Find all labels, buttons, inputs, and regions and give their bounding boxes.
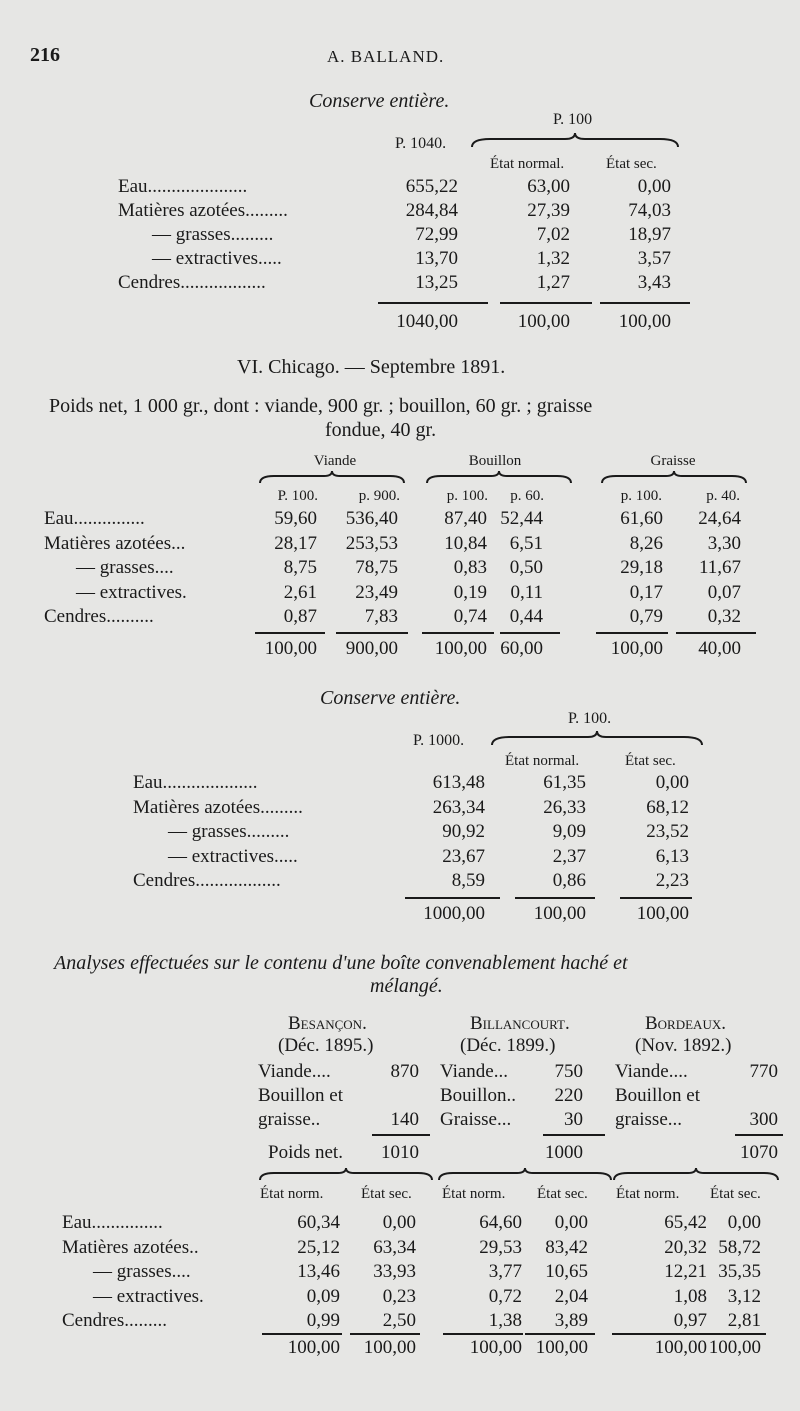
cell-value: 0,07 <box>707 582 741 603</box>
s1-brace <box>470 131 680 151</box>
s1-p100: P. 100 <box>553 111 593 128</box>
row-label: Eau..................... <box>118 176 248 197</box>
cell-value: 68,12 <box>646 797 689 818</box>
composition-label: Viande... <box>440 1061 508 1082</box>
subcol-header: État sec. <box>537 1186 588 1202</box>
cell-value: 6,51 <box>509 533 543 554</box>
cell-value: 28,17 <box>274 533 317 554</box>
cell-value: 3,30 <box>707 533 741 554</box>
s2-brace-viande <box>258 469 408 487</box>
cell-value: 3,43 <box>637 272 671 293</box>
cell-value: 65,42 <box>664 1212 707 1233</box>
subcol-header: État norm. <box>616 1186 680 1202</box>
s4-brace <box>612 1166 780 1184</box>
cell-value: 2,81 <box>727 1310 761 1331</box>
s2-group-bouillon: Bouillon <box>468 453 522 469</box>
total-rule <box>676 632 756 634</box>
cell-value: 0,97 <box>673 1310 707 1331</box>
s1-title: Conserve entière. <box>309 90 450 112</box>
row-label: Cendres.......... <box>44 606 154 627</box>
subcol-header: p. 100. <box>446 488 488 504</box>
cell-value: 0,86 <box>552 870 586 891</box>
s1-p1040: P. 1040. <box>395 135 447 152</box>
row-label: — grasses......... <box>152 224 274 245</box>
cell-value: 253,53 <box>345 533 398 554</box>
total-rule <box>708 1333 766 1335</box>
cell-value: 20,32 <box>664 1237 707 1258</box>
subcol-header: État norm. <box>442 1186 506 1202</box>
cell-value: 58,72 <box>718 1237 761 1258</box>
total-value: 100,00 <box>517 311 570 332</box>
s2-title-text: VI. Chicago. — Septembre 1891. <box>237 356 506 378</box>
composition-label: Bouillon et <box>615 1085 700 1106</box>
cell-value: 61,60 <box>620 508 663 529</box>
cell-value: 0,17 <box>629 582 663 603</box>
composition-value: 770 <box>749 1061 778 1082</box>
cell-value: 655,22 <box>405 176 458 197</box>
cell-value: 2,37 <box>552 846 586 867</box>
s1-col-normal: État normal. <box>490 156 565 172</box>
cell-value: 536,40 <box>345 508 398 529</box>
cell-value: 1,08 <box>673 1286 707 1307</box>
row-label: — extractives. <box>76 582 187 603</box>
cell-value: 74,03 <box>628 200 671 221</box>
total-value: 100,00 <box>469 1337 522 1358</box>
total-value: 60,00 <box>500 638 543 659</box>
s3-p100: P. 100. <box>568 710 612 727</box>
cell-value: 0,72 <box>488 1286 522 1307</box>
cell-value: 0,11 <box>510 582 543 603</box>
row-label: — grasses.... <box>76 557 174 578</box>
cell-value: 61,35 <box>543 772 586 793</box>
cell-value: 1,38 <box>488 1310 522 1331</box>
cell-value: 0,00 <box>382 1212 416 1233</box>
cell-value: 2,23 <box>655 870 689 891</box>
composition-value: 750 <box>554 1061 583 1082</box>
running-head: A. BALLAND. <box>327 47 445 66</box>
place-name: Besançon. <box>288 1013 367 1034</box>
cell-value: 613,48 <box>432 772 485 793</box>
poids-rule <box>372 1134 430 1136</box>
composition-value: 300 <box>749 1109 778 1130</box>
total-rule <box>500 302 592 304</box>
s2-group-graisse: Graisse <box>650 453 696 469</box>
row-label: Eau............... <box>44 508 145 529</box>
cell-value: 0,00 <box>637 176 671 197</box>
page-number: 216 <box>30 44 60 66</box>
cell-value: 2,50 <box>382 1310 416 1331</box>
total-rule <box>525 1333 595 1335</box>
row-label: Eau.................... <box>133 772 258 793</box>
s2-brace-bouillon <box>425 469 575 487</box>
s3-col-sec: État sec. <box>625 753 676 769</box>
row-label: Matières azotées......... <box>118 200 288 221</box>
cell-value: 284,84 <box>405 200 458 221</box>
cell-value: 0,87 <box>283 606 317 627</box>
composition-value: 30 <box>564 1109 583 1130</box>
total-rule <box>405 897 500 899</box>
cell-value: 23,49 <box>355 582 398 603</box>
subcol-header: État sec. <box>710 1186 761 1202</box>
cell-value: 0,00 <box>655 772 689 793</box>
total-rule <box>600 302 690 304</box>
cell-value: 0,83 <box>453 557 487 578</box>
composition-label: Graisse... <box>440 1109 512 1130</box>
place-date: (Déc. 1899.) <box>460 1035 556 1056</box>
cell-value: 72,99 <box>415 224 458 245</box>
total-rule <box>443 1333 523 1335</box>
row-label: Matières azotées... <box>44 533 186 554</box>
subcol-header: p. 900. <box>358 488 400 504</box>
cell-value: 52,44 <box>500 508 543 529</box>
s3-brace <box>490 729 705 749</box>
total-value: 100,00 <box>618 311 671 332</box>
poids-value: 1070 <box>740 1142 778 1163</box>
cell-value: 10,84 <box>444 533 487 554</box>
cell-value: 0,32 <box>707 606 741 627</box>
cell-value: 18,97 <box>628 224 671 245</box>
s2-intro-line1: Poids net, 1 000 gr., dont : viande, 900 gr. ; bouillon, 60 gr. ; graisse <box>49 395 593 417</box>
cell-value: 7,02 <box>536 224 570 245</box>
row-label: — extractives..... <box>152 248 282 269</box>
composition-label: Bouillon et <box>258 1085 343 1106</box>
total-rule <box>596 632 668 634</box>
total-rule <box>378 302 488 304</box>
row-label: — extractives..... <box>168 846 298 867</box>
cell-value: 8,75 <box>283 557 317 578</box>
cell-value: 3,12 <box>727 1286 761 1307</box>
total-value: 100,00 <box>264 638 317 659</box>
poids-rule <box>735 1134 783 1136</box>
s3-col-normal: État normal. <box>505 753 580 769</box>
cell-value: 23,52 <box>646 821 689 842</box>
row-label: Cendres.................. <box>118 272 266 293</box>
cell-value: 0,79 <box>629 606 663 627</box>
total-value: 100,00 <box>287 1337 340 1358</box>
cell-value: 83,42 <box>545 1237 588 1258</box>
cell-value: 25,12 <box>297 1237 340 1258</box>
cell-value: 8,59 <box>451 870 485 891</box>
s2-group-viande: Viande <box>313 453 357 469</box>
cell-value: 2,61 <box>283 582 317 603</box>
cell-value: 13,25 <box>415 272 458 293</box>
row-label: Cendres......... <box>62 1310 168 1331</box>
total-rule <box>422 632 494 634</box>
subcol-header: p. 40. <box>706 488 740 504</box>
total-rule <box>262 1333 342 1335</box>
total-rule <box>620 897 692 899</box>
total-value: 100,00 <box>363 1337 416 1358</box>
place-date: (Nov. 1892.) <box>635 1035 732 1056</box>
cell-value: 0,99 <box>306 1310 340 1331</box>
total-value: 100,00 <box>610 638 663 659</box>
poids-value: 1010 <box>381 1142 419 1163</box>
subcol-header: État sec. <box>361 1186 412 1202</box>
total-value: 100,00 <box>434 638 487 659</box>
composition-value: 140 <box>390 1109 419 1130</box>
cell-value: 0,44 <box>509 606 543 627</box>
cell-value: 87,40 <box>444 508 487 529</box>
cell-value: 63,34 <box>373 1237 416 1258</box>
subcol-header: p. 60. <box>510 488 544 504</box>
s3-p1000: P. 1000. <box>413 732 465 749</box>
cell-value: 3,77 <box>488 1261 522 1282</box>
cell-value: 0,19 <box>453 582 487 603</box>
cell-value: 6,13 <box>655 846 689 867</box>
composition-value: 220 <box>554 1085 583 1106</box>
s4-intro-line2: mélangé. <box>370 975 443 997</box>
total-value: 100,00 <box>654 1337 707 1358</box>
row-label: Eau............... <box>62 1212 163 1233</box>
s4-brace <box>437 1166 613 1184</box>
poids-net-label: Poids net. <box>268 1142 343 1163</box>
cell-value: 0,50 <box>509 557 543 578</box>
cell-value: 10,65 <box>545 1261 588 1282</box>
place-name: Billancourt. <box>470 1013 570 1034</box>
cell-value: 63,00 <box>527 176 570 197</box>
cell-value: 3,57 <box>637 248 671 269</box>
total-rule <box>350 1333 420 1335</box>
composition-label: Bouillon.. <box>440 1085 517 1106</box>
s2-title <box>237 356 505 379</box>
cell-value: 33,93 <box>373 1261 416 1282</box>
cell-value: 0,00 <box>554 1212 588 1233</box>
cell-value: 7,83 <box>364 606 398 627</box>
composition-label: graisse... <box>615 1109 683 1130</box>
total-value: 40,00 <box>698 638 741 659</box>
cell-value: 27,39 <box>527 200 570 221</box>
s1-col-sec: État sec. <box>606 156 657 172</box>
total-value: 1000,00 <box>423 903 485 924</box>
cell-value: 0,23 <box>382 1286 416 1307</box>
poids-rule <box>543 1134 605 1136</box>
cell-value: 60,34 <box>297 1212 340 1233</box>
place-name: Bordeaux. <box>645 1013 726 1034</box>
cell-value: 0,09 <box>306 1286 340 1307</box>
cell-value: 78,75 <box>355 557 398 578</box>
cell-value: 3,89 <box>554 1310 588 1331</box>
cell-value: 8,26 <box>629 533 663 554</box>
cell-value: 90,92 <box>442 821 485 842</box>
cell-value: 13,70 <box>415 248 458 269</box>
cell-value: 24,64 <box>698 508 741 529</box>
s4-brace <box>258 1166 434 1184</box>
cell-value: 11,67 <box>698 557 741 578</box>
total-value: 100,00 <box>636 903 689 924</box>
subcol-header: P. 100. <box>277 488 318 504</box>
total-value: 100,00 <box>535 1337 588 1358</box>
total-rule <box>500 632 560 634</box>
s2-brace-graisse <box>600 469 750 487</box>
cell-value: 0,74 <box>453 606 487 627</box>
cell-value: 13,46 <box>297 1261 340 1282</box>
subcol-header: p. 100. <box>620 488 662 504</box>
row-label: Cendres.................. <box>133 870 281 891</box>
total-value: 100,00 <box>708 1337 761 1358</box>
place-date: (Déc. 1895.) <box>278 1035 374 1056</box>
subcol-header: État norm. <box>260 1186 324 1202</box>
cell-value: 64,60 <box>479 1212 522 1233</box>
s4-intro-line1: Analyses effectuées sur le contenu d'une boîte convenablement haché et <box>54 952 628 974</box>
cell-value: 23,67 <box>442 846 485 867</box>
composition-label: Viande.... <box>615 1061 688 1082</box>
composition-label: graisse.. <box>258 1109 321 1130</box>
cell-value: 12,21 <box>664 1261 707 1282</box>
total-rule <box>255 632 325 634</box>
cell-value: 1,32 <box>536 248 570 269</box>
s2-intro-line2: fondue, 40 gr. <box>325 419 437 441</box>
cell-value: 2,04 <box>554 1286 588 1307</box>
total-value: 100,00 <box>533 903 586 924</box>
row-label: — grasses.... <box>93 1261 191 1282</box>
row-label: — extractives. <box>93 1286 204 1307</box>
row-label: — grasses......... <box>168 821 290 842</box>
s3-title: Conserve entière. <box>320 687 461 709</box>
row-label: Matières azotées......... <box>133 797 303 818</box>
cell-value: 9,09 <box>552 821 586 842</box>
cell-value: 26,33 <box>543 797 586 818</box>
total-value: 1040,00 <box>396 311 458 332</box>
cell-value: 35,35 <box>718 1261 761 1282</box>
composition-label: Viande.... <box>258 1061 331 1082</box>
cell-value: 59,60 <box>274 508 317 529</box>
cell-value: 263,34 <box>432 797 485 818</box>
cell-value: 29,18 <box>620 557 663 578</box>
composition-value: 870 <box>390 1061 419 1082</box>
total-rule <box>515 897 595 899</box>
total-value: 900,00 <box>345 638 398 659</box>
total-rule <box>336 632 408 634</box>
cell-value: 1,27 <box>536 272 570 293</box>
cell-value: 0,00 <box>727 1212 761 1233</box>
poids-value: 1000 <box>545 1142 583 1163</box>
total-rule <box>612 1333 708 1335</box>
cell-value: 29,53 <box>479 1237 522 1258</box>
row-label: Matières azotées.. <box>62 1237 199 1258</box>
